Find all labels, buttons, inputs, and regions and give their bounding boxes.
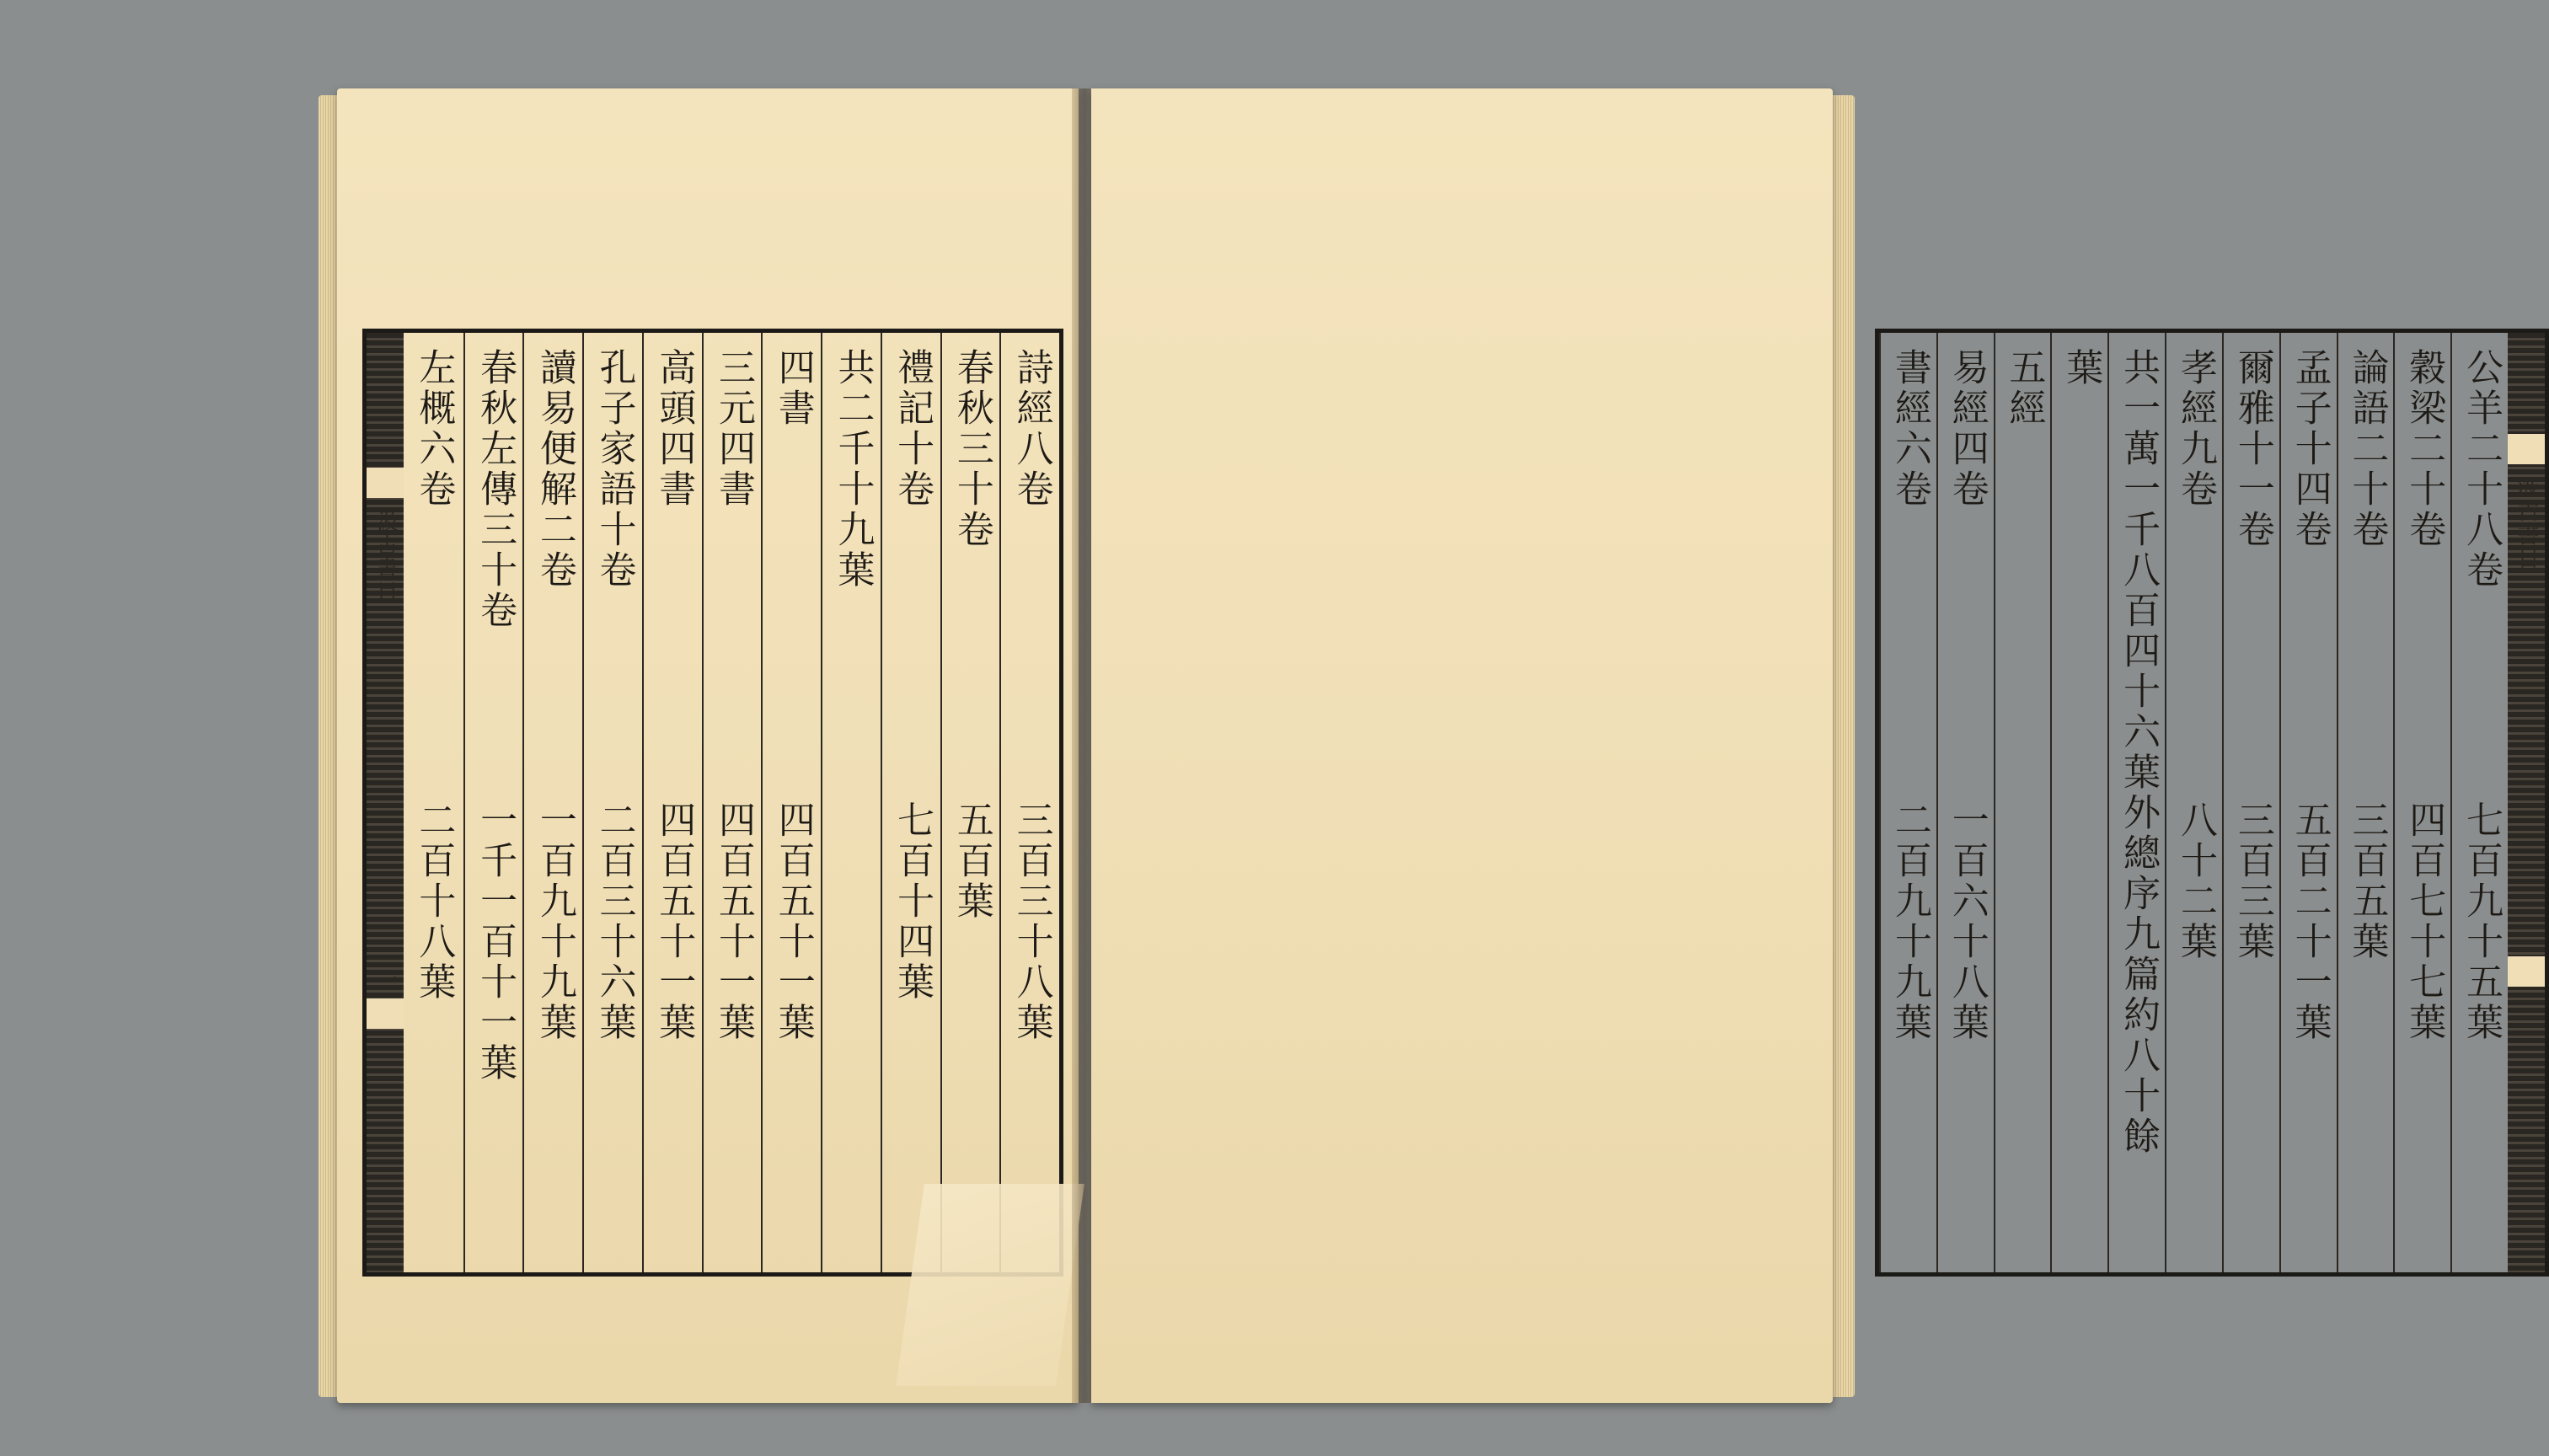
leaf-count-entry: 一千一百十一葉 bbox=[474, 800, 517, 1084]
leaf-count-entry: 二百十八葉 bbox=[412, 800, 456, 1003]
show-through-ink bbox=[1513, 367, 1563, 1125]
left-page bbox=[337, 88, 1079, 1403]
leaf-count-entry: 一百九十九葉 bbox=[533, 800, 576, 1043]
leaf-count-entry: 四百五十一葉 bbox=[711, 800, 755, 1043]
open-book bbox=[337, 88, 2539, 1403]
book-title-entry: 禮記十卷 bbox=[891, 348, 934, 510]
book-title-entry: 易經四卷 bbox=[1945, 348, 1989, 510]
fishtail-mark bbox=[2508, 956, 2545, 987]
leaf-count-entry: 二百九十九葉 bbox=[1888, 800, 1931, 1043]
text-column bbox=[1879, 333, 1936, 1272]
book-title-entry: 孝經九卷 bbox=[2173, 348, 2217, 510]
text-column bbox=[1994, 333, 2051, 1272]
book-title-entry: 詩經八卷 bbox=[1009, 348, 1053, 510]
leaf-count-entry: 七百十四葉 bbox=[891, 800, 934, 1003]
text-column bbox=[999, 333, 1059, 1272]
book-title-entry: 葉 bbox=[2059, 348, 2103, 388]
fishtail-mark bbox=[2508, 434, 2545, 464]
leaf-count-entry: 三百三十八葉 bbox=[1009, 800, 1053, 1043]
book-title-entry: 穀梁二十卷 bbox=[2402, 348, 2446, 550]
leaf-count-entry: 七百九十五葉 bbox=[2460, 800, 2503, 1043]
book-title-entry: 書經六卷 bbox=[1888, 348, 1931, 510]
leaf-count-entry: 五百葉 bbox=[950, 800, 993, 922]
text-column bbox=[2050, 333, 2107, 1272]
running-title-right: 汲古書目 bbox=[2514, 476, 2539, 570]
text-column bbox=[2165, 333, 2222, 1272]
book-title-entry: 共二千十九葉 bbox=[831, 348, 875, 591]
book-title-entry: 孔子家語十卷 bbox=[592, 348, 636, 591]
left-page-frame bbox=[362, 329, 1063, 1277]
book-title-entry: 五經 bbox=[2002, 348, 2046, 429]
running-title-left: 汲古書目 bbox=[372, 510, 398, 604]
text-column bbox=[642, 333, 702, 1272]
book-title-entry: 孟子十四卷 bbox=[2288, 348, 2332, 550]
fishtail-mark bbox=[367, 468, 404, 498]
text-column bbox=[881, 333, 940, 1272]
book-title-entry: 共一萬一千八百四十六葉外總序九篇約八十餘 bbox=[2117, 348, 2161, 1157]
leaf-count-entry: 四百七十七葉 bbox=[2402, 800, 2446, 1043]
center-fold-band bbox=[2508, 333, 2545, 1272]
page-edges-right bbox=[1831, 95, 1855, 1397]
center-fold-band bbox=[367, 333, 404, 1272]
book-title-entry: 論語二十卷 bbox=[2345, 348, 2389, 550]
book-title-entry: 高頭四書 bbox=[652, 348, 696, 510]
book-title-entry: 四書 bbox=[771, 348, 815, 429]
book-title-entry: 讀易便解二卷 bbox=[533, 348, 576, 591]
text-column bbox=[2107, 333, 2165, 1272]
torn-paper-patch bbox=[896, 1184, 1084, 1386]
text-column bbox=[702, 333, 762, 1272]
text-column bbox=[2393, 333, 2450, 1272]
text-column bbox=[2222, 333, 2279, 1272]
text-column bbox=[463, 333, 523, 1272]
leaf-count-entry: 五百二十一葉 bbox=[2288, 800, 2332, 1043]
text-column bbox=[2337, 333, 2394, 1272]
leaf-count-entry: 三百三葉 bbox=[2230, 800, 2274, 962]
text-column bbox=[582, 333, 642, 1272]
book-title-entry: 春秋左傳三十卷 bbox=[474, 348, 517, 631]
text-column bbox=[940, 333, 1000, 1272]
fishtail-mark bbox=[367, 998, 404, 1029]
right-page-frame bbox=[1875, 329, 2549, 1277]
folio-left: 二 bbox=[372, 961, 398, 984]
leaf-count-entry: 四百五十一葉 bbox=[771, 800, 815, 1043]
text-column bbox=[1936, 333, 1994, 1272]
text-column bbox=[522, 333, 582, 1272]
right-page bbox=[1091, 88, 2539, 1403]
text-column bbox=[2450, 333, 2508, 1272]
text-column bbox=[761, 333, 821, 1272]
leaf-count-entry: 一百六十八葉 bbox=[1945, 800, 1989, 1043]
leaf-count-entry: 三百五葉 bbox=[2345, 800, 2389, 962]
page-edges-left bbox=[319, 95, 339, 1397]
book-title-entry: 爾雅十一卷 bbox=[2230, 348, 2274, 550]
book-title-entry: 春秋三十卷 bbox=[950, 348, 993, 550]
book-title-entry: 左概六卷 bbox=[412, 348, 456, 510]
text-column bbox=[821, 333, 881, 1272]
book-title-entry: 公羊二十八卷 bbox=[2460, 348, 2503, 591]
leaf-count-entry: 四百五十一葉 bbox=[652, 800, 696, 1043]
book-title-entry: 三元四書 bbox=[711, 348, 755, 510]
leaf-count-entry: 二百三十六葉 bbox=[592, 800, 636, 1043]
folio-right: 一 bbox=[2514, 910, 2539, 934]
leaf-count-entry: 八十二葉 bbox=[2173, 800, 2217, 962]
text-column bbox=[2279, 333, 2337, 1272]
text-column bbox=[404, 333, 463, 1272]
